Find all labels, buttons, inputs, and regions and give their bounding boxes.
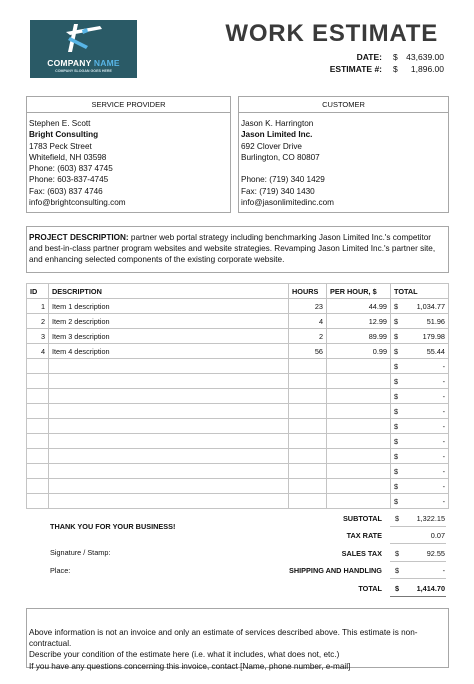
row-hours: 2	[289, 329, 327, 344]
sales-tax-label: SALES TAX	[341, 549, 382, 558]
row-total: -	[407, 479, 449, 494]
total-value: 1,414.70	[416, 584, 445, 593]
row-description	[49, 479, 289, 494]
row-per-hour: 12.99	[327, 314, 391, 329]
row-description: Item 3 description	[49, 329, 289, 344]
provider-phone-1: Phone: (603) 837 4745	[29, 164, 113, 174]
row-total: -	[407, 359, 449, 374]
customer-street: 692 Clover Drive	[241, 141, 302, 151]
row-description	[49, 404, 289, 419]
row-hours	[289, 464, 327, 479]
row-per-hour: 44.99	[327, 299, 391, 314]
row-id	[27, 419, 49, 434]
total-label: TOTAL	[358, 584, 382, 593]
row-dollar: $	[391, 329, 407, 344]
row-total: 55.44	[407, 344, 449, 359]
row-total: 179.98	[407, 329, 449, 344]
customer-city: Burlington, CO 80807	[241, 152, 320, 162]
table-header-row	[27, 284, 449, 299]
row-description	[49, 464, 289, 479]
table-row	[27, 494, 449, 509]
customer-contact-name: Jason K. Harrington	[241, 119, 314, 128]
table-row	[27, 374, 449, 389]
row-hours	[289, 359, 327, 374]
row-description	[49, 389, 289, 404]
row-description	[49, 359, 289, 374]
project-description-text: partner web portal strategy including benchmarking Jason Limited Inc.'s competitor and best-in-class partner program websites and website strategies. Revamping Jason Limited Inc.'s partner site, and enhancing selected components of the existing corporate website.	[29, 233, 436, 264]
col-total-header: TOTAL	[391, 284, 449, 299]
row-description: Item 2 description	[49, 314, 289, 329]
row-hours	[289, 449, 327, 464]
row-id	[27, 464, 49, 479]
row-description	[49, 494, 289, 509]
date-dollar: $	[393, 52, 398, 62]
footer-conditions: Describe your condition of the estimate here (i.e. what it includes, what does not, etc.)	[29, 650, 340, 660]
col-per-hour-header: PER HOUR, $	[327, 284, 391, 299]
row-total: -	[407, 464, 449, 479]
row-hours	[289, 494, 327, 509]
date-label: DATE:	[356, 52, 382, 62]
row-total: -	[407, 404, 449, 419]
items-table	[26, 283, 449, 509]
estimate-number-label: ESTIMATE #:	[329, 64, 382, 74]
place-label: Place:	[50, 566, 71, 575]
table-row	[27, 434, 449, 449]
customer-fax: Fax: (719) 340 1430	[241, 186, 315, 196]
table-row	[27, 329, 449, 344]
row-description: Item 4 description	[49, 344, 289, 359]
row-hours: 4	[289, 314, 327, 329]
provider-street: 1783 Peck Street	[29, 141, 92, 151]
row-description	[49, 419, 289, 434]
row-id: 3	[27, 329, 49, 344]
shipping-value: -	[442, 566, 445, 575]
col-description-header: DESCRIPTION	[49, 284, 289, 299]
provider-fax: Fax: (603) 837 4746	[29, 186, 103, 196]
row-dollar: $	[391, 434, 407, 449]
project-description-label: PROJECT DESCRIPTION:	[29, 233, 129, 242]
customer-phone: Phone: (719) 340 1429	[241, 175, 325, 185]
row-total: 51.96	[407, 314, 449, 329]
row-per-hour	[327, 434, 391, 449]
row-hours	[289, 389, 327, 404]
table-row	[27, 314, 449, 329]
row-total: -	[407, 374, 449, 389]
sales-tax-divider	[390, 561, 446, 562]
row-per-hour	[327, 449, 391, 464]
subtotal-divider	[390, 526, 446, 527]
provider-city: Whitefield, NH 03598	[29, 152, 107, 162]
sales-tax-value: 92.55	[426, 549, 445, 558]
company-name-part2: NAME	[93, 58, 120, 68]
row-per-hour	[327, 494, 391, 509]
provider-email[interactable]: info@brightconsulting.com	[29, 198, 126, 208]
customer-box	[238, 96, 449, 213]
row-dollar: $	[391, 374, 407, 389]
subtotal-label: SUBTOTAL	[342, 514, 382, 523]
row-dollar: $	[391, 314, 407, 329]
tax-rate-divider	[390, 543, 446, 544]
row-total: -	[407, 449, 449, 464]
col-hours-header: HOURS	[289, 284, 327, 299]
row-per-hour	[327, 359, 391, 374]
shipping-divider	[390, 578, 446, 579]
row-id	[27, 359, 49, 374]
sales-tax-dollar: $	[395, 549, 400, 558]
row-hours	[289, 404, 327, 419]
table-row	[27, 389, 449, 404]
row-dollar: $	[391, 449, 407, 464]
row-per-hour	[327, 479, 391, 494]
table-row	[27, 419, 449, 434]
company-logo	[30, 20, 137, 78]
row-dollar: $	[391, 389, 407, 404]
row-dollar: $	[391, 404, 407, 419]
table-row	[27, 464, 449, 479]
row-total: -	[407, 419, 449, 434]
footer-notes-box	[26, 608, 449, 671]
row-dollar: $	[391, 299, 407, 314]
customer-blank-line	[241, 163, 446, 174]
row-hours	[289, 419, 327, 434]
row-hours: 56	[289, 344, 327, 359]
row-dollar: $	[391, 344, 407, 359]
thank-you-message: THANK YOU FOR YOUR BUSINESS!	[50, 522, 176, 531]
provider-phone-2: Phone: 603-837-4745	[29, 175, 109, 185]
footer-disclaimer: Above information is not an invoice and only an estimate of services described above. This estimate is non-contractual.	[29, 628, 418, 649]
subtotal-value: 1,322.15	[416, 514, 445, 523]
row-id	[27, 479, 49, 494]
table-row	[27, 299, 449, 314]
row-dollar: $	[391, 464, 407, 479]
customer-company: Jason Limited Inc.	[241, 130, 313, 140]
customer-email[interactable]: info@jasonlimitedinc.com	[241, 198, 334, 208]
row-description	[49, 434, 289, 449]
row-id	[27, 494, 49, 509]
document-title: WORK ESTIMATE	[225, 20, 438, 47]
row-per-hour	[327, 389, 391, 404]
customer-address	[239, 113, 448, 208]
table-row	[27, 404, 449, 419]
row-description: Item 1 description	[49, 299, 289, 314]
subtotal-dollar: $	[395, 514, 400, 523]
estimate-number-value: 1,896.00	[410, 64, 444, 74]
row-hours	[289, 479, 327, 494]
row-id: 1	[27, 299, 49, 314]
row-id	[27, 404, 49, 419]
service-provider-box	[26, 96, 231, 213]
customer-heading: CUSTOMER	[239, 97, 448, 113]
row-description	[49, 449, 289, 464]
row-total: 1,034.77	[407, 299, 449, 314]
table-row	[27, 449, 449, 464]
tax-rate-label: TAX RATE	[346, 531, 382, 540]
row-id	[27, 389, 49, 404]
logo-mark-icon	[30, 20, 137, 60]
shipping-dollar: $	[395, 566, 400, 575]
service-provider-heading: SERVICE PROVIDER	[27, 97, 230, 113]
row-hours	[289, 374, 327, 389]
row-per-hour: 0.99	[327, 344, 391, 359]
row-id	[27, 434, 49, 449]
table-row	[27, 359, 449, 374]
row-id	[27, 449, 49, 464]
row-id: 2	[27, 314, 49, 329]
row-per-hour	[327, 419, 391, 434]
company-slogan: COMPANY SLOGAN GOES HERE	[55, 69, 112, 73]
row-dollar: $	[391, 479, 407, 494]
row-dollar: $	[391, 419, 407, 434]
table-row	[27, 479, 449, 494]
row-hours	[289, 434, 327, 449]
table-row	[27, 344, 449, 359]
row-total: -	[407, 389, 449, 404]
date-value: 43,639.00	[406, 52, 444, 62]
row-per-hour	[327, 404, 391, 419]
row-id	[27, 374, 49, 389]
project-description-box	[26, 226, 449, 273]
row-total: -	[407, 494, 449, 509]
signature-label: Signature / Stamp:	[50, 548, 111, 557]
footer-notes	[27, 609, 448, 672]
total-dollar: $	[395, 584, 400, 593]
row-description	[49, 374, 289, 389]
col-id-header: ID	[27, 284, 49, 299]
provider-contact-name: Stephen E. Scott	[29, 119, 91, 128]
project-description	[27, 227, 448, 270]
shipping-label: SHIPPING AND HANDLING	[289, 566, 382, 575]
company-name-part1: COMPANY	[47, 58, 92, 68]
row-hours: 23	[289, 299, 327, 314]
row-per-hour	[327, 374, 391, 389]
row-total: -	[407, 434, 449, 449]
row-dollar: $	[391, 494, 407, 509]
tax-rate-value: 0.07	[430, 531, 445, 540]
provider-company: Bright Consulting	[29, 130, 99, 140]
estimate-dollar: $	[393, 64, 398, 74]
company-name	[30, 58, 137, 68]
footer-contact: If you have any questions concerning this invoice, contact [Name, phone number, e-mail]	[29, 661, 351, 671]
row-id: 4	[27, 344, 49, 359]
row-per-hour	[327, 464, 391, 479]
service-provider-address	[27, 113, 230, 208]
row-dollar: $	[391, 359, 407, 374]
row-per-hour: 89.99	[327, 329, 391, 344]
total-divider	[390, 596, 446, 597]
